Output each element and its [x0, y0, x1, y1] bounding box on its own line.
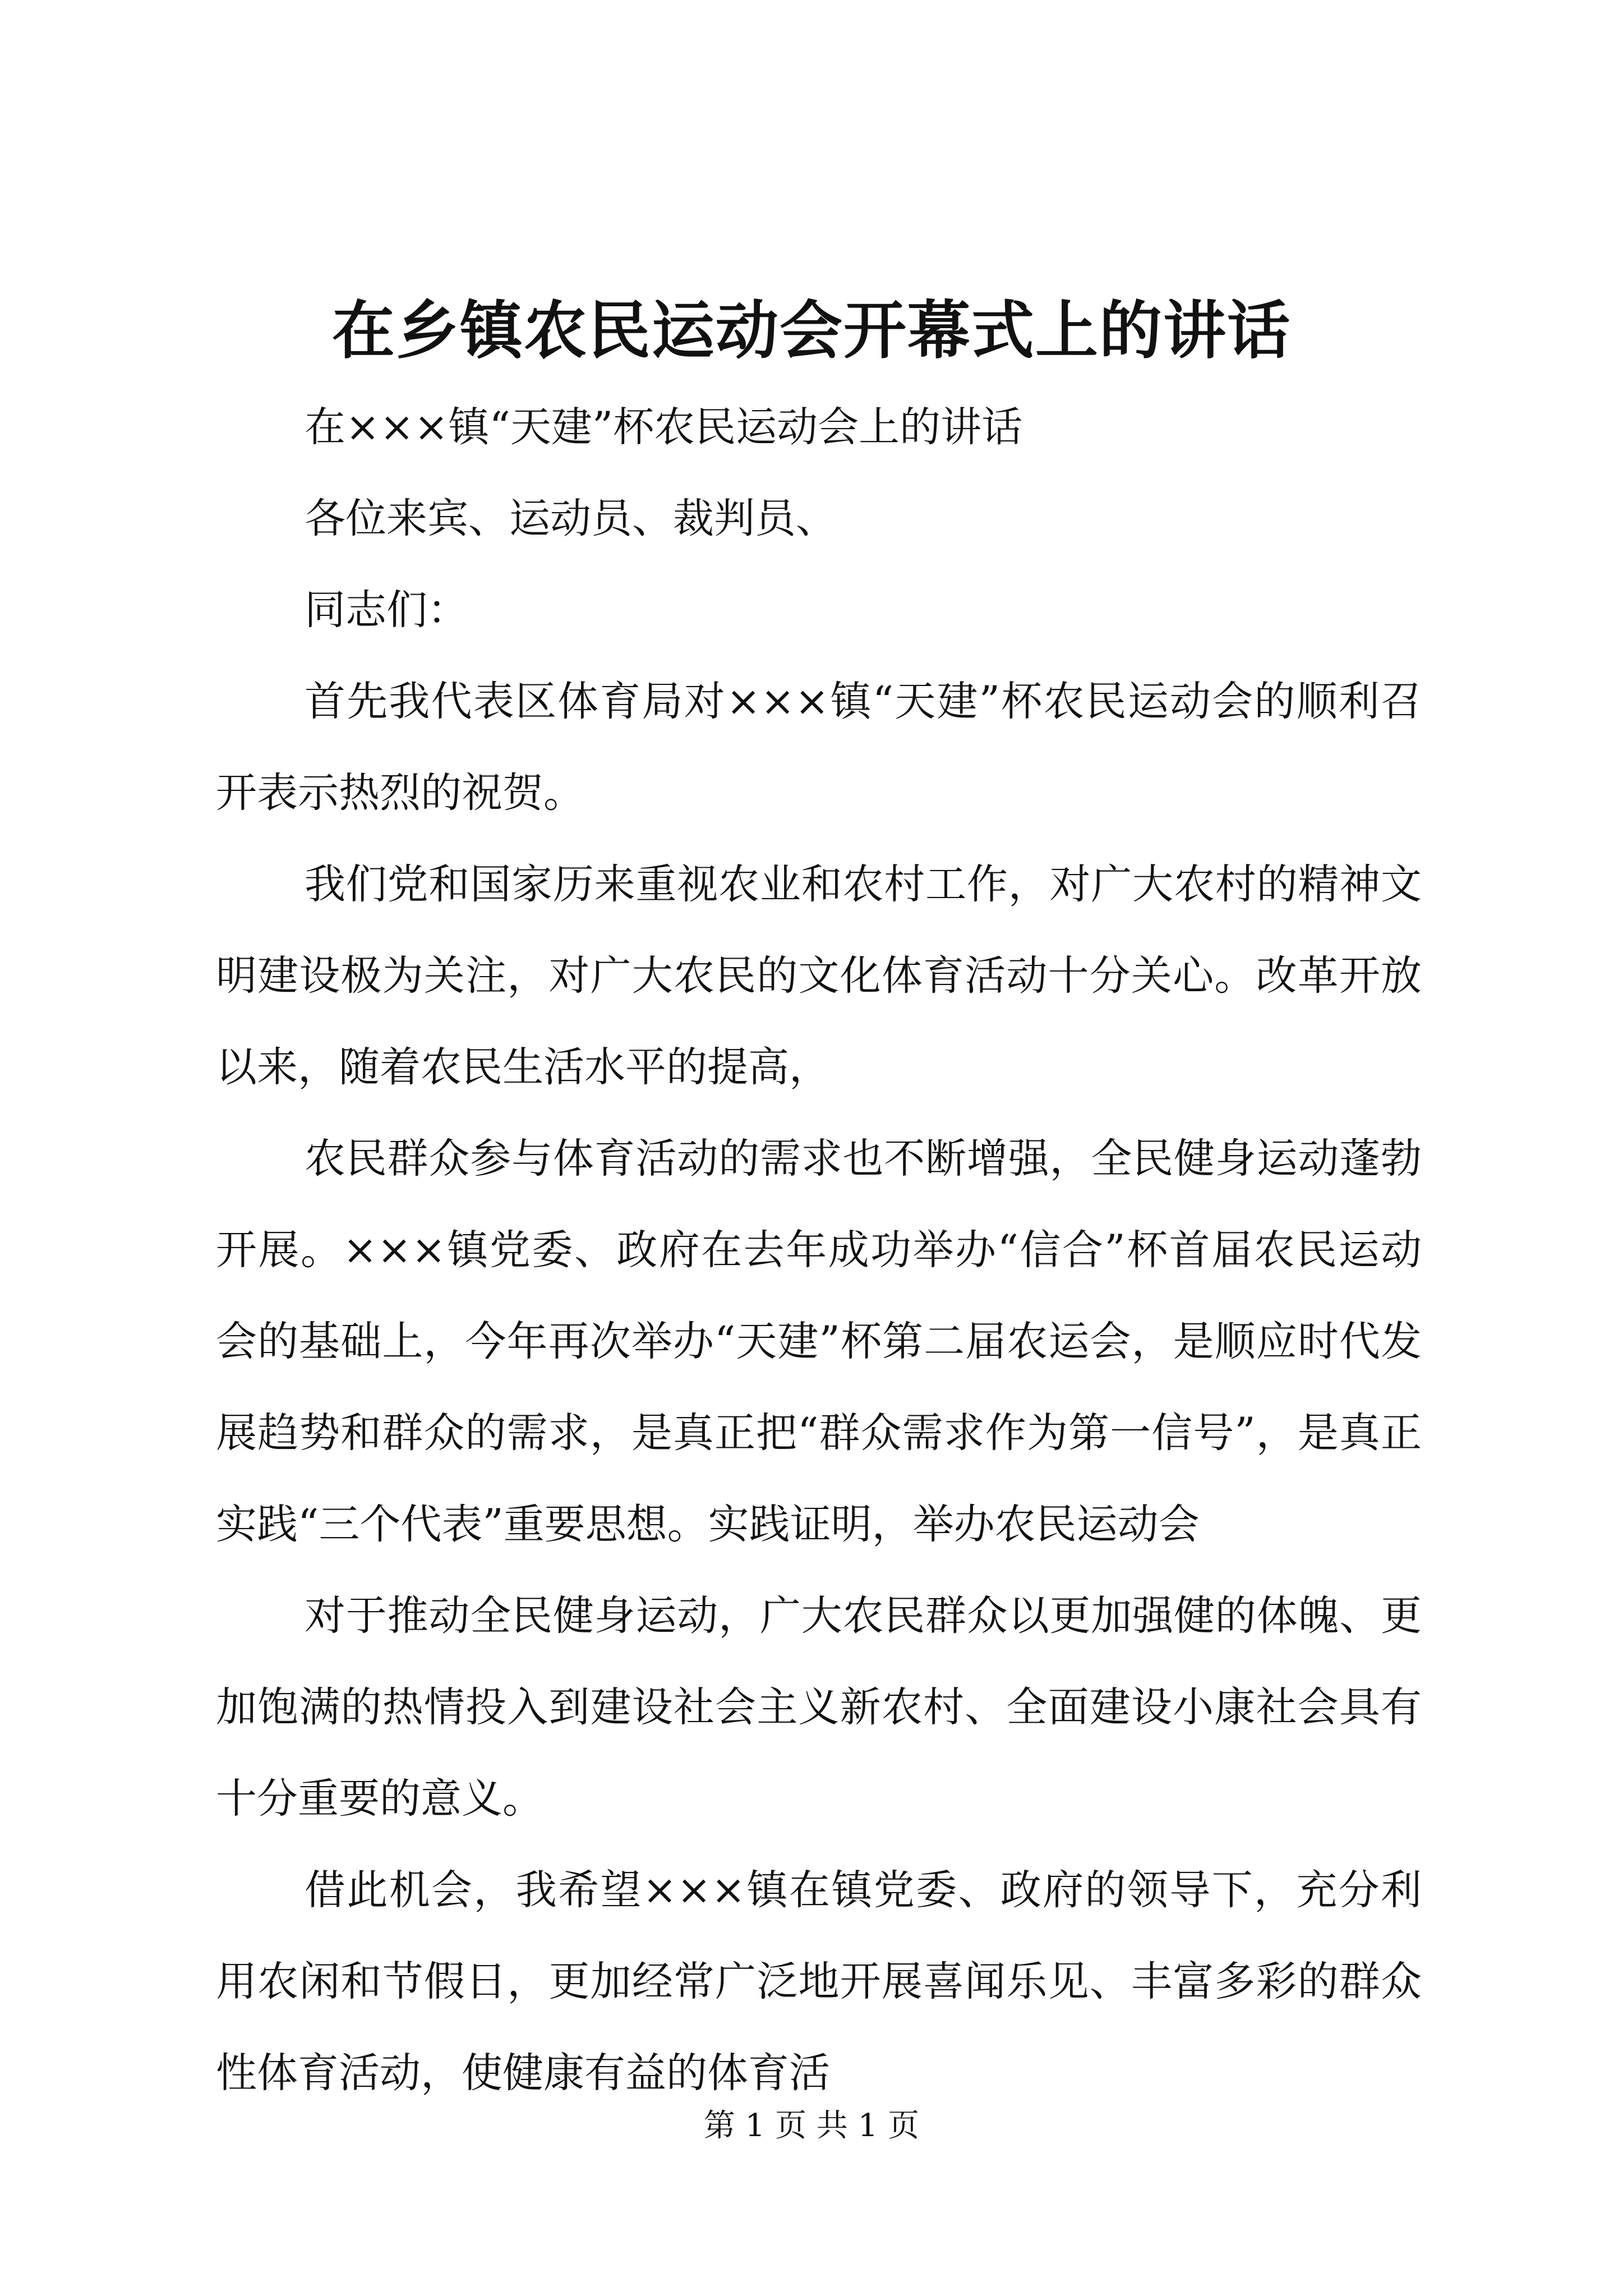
document-body — [216, 381, 1422, 2119]
salutation-line: 同志们： — [305, 586, 468, 634]
body-paragraph: 我们党和国家历来重视农业和农村工作，对广大农村的精神文明建设极为关注，对广大农民的文化体育活动十分关心。改革开放以来，随着农民生活水平的提高， — [216, 861, 1422, 1091]
salutation-line: 各位来宾、运动员、裁判员、 — [305, 495, 837, 542]
page-footer: 第 1 页 共 1 页 — [703, 2108, 920, 2144]
document-title: 在乡镇农民运动会开幕式上的讲话 — [332, 294, 1291, 367]
subtitle-line: 在×××镇“天建”杯农民运动会上的讲话 — [305, 403, 1023, 451]
body-paragraph: 首先我代表区体育局对×××镇“天建”杯农民运动会的顺利召开表示热烈的祝贺。 — [216, 678, 1422, 817]
body-paragraph: 对于推动全民健身运动，广大农民群众以更加强健的体魄、更加饱满的热情投入到建设社会主义新农村、全面建设小康社会具有十分重要的意义。 — [216, 1592, 1422, 1823]
body-paragraph: 借此机会，我希望×××镇在镇党委、政府的领导下，充分利用农闲和节假日，更加经常广泛地开展喜闻乐见、丰富多彩的群众性体育活动，使健康有益的体育活 — [216, 1866, 1422, 2097]
body-paragraph: 农民群众参与体育活动的需求也不断增强，全民健身运动蓬勃开展。×××镇党委、政府在去年成功举办“信合”杯首届农民运动会的基础上，今年再次举办“天建”杯第二届农运会，是顺应时代发展趋势和群众的需求，是真正把“群众需求作为第一信号”，是真正实践“三个代表”重要思想。实践证明，举办农民运动会 — [216, 1135, 1422, 1548]
